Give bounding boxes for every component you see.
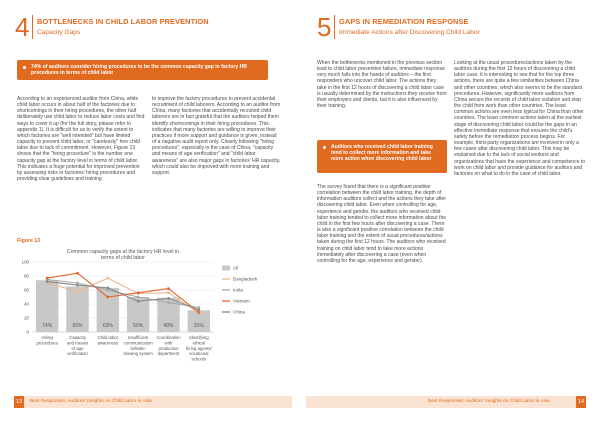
legend-label: Vietnam — [233, 298, 250, 304]
x-category-label: Child labor — [97, 335, 119, 340]
capacity-gaps-chart — [14, 248, 276, 380]
callout-text: 74% of auditors consider hiring procedures to be the common capacity gap in factory HR procedures in terms of child labor — [31, 63, 247, 76]
x-category-label: schools — [191, 356, 207, 362]
x-category-label: Coordination — [156, 335, 181, 340]
bullet-icon — [323, 146, 326, 149]
body-column-2 — [454, 60, 586, 177]
section-number: 4 — [15, 12, 30, 42]
y-tick-label: 100 — [21, 259, 29, 265]
section-subtitle: Capacity Gaps — [37, 29, 81, 36]
section-divider — [32, 15, 33, 39]
x-category-label: department — [157, 351, 180, 357]
x-category-label: ethical — [192, 340, 206, 346]
chart-title-line: Common capacity gaps at the factory HR level in — [66, 249, 180, 255]
body-paragraph: The survey found that there is a significant positive correlation between the child labor training, the depth of information auditors collect and the actions they take after discovering child labor. Even when controlling for age, experience and gender, the auditors who received child labor training tended to collect more information about the child in the first few hours after discovering a case. There is also a significant positive correlation between the child labor training and the extent of usual procedures/actions taken during the first 12 hours. The auditors who received training on child labor tend to take more actions immediately after discovering a case (even when controlling for the age, experience and gender). — [317, 184, 447, 264]
section-subtitle: Immediate Actions after Discovering Child Labor — [339, 29, 480, 36]
point-china — [76, 284, 79, 287]
y-tick-label: 20 — [24, 315, 29, 321]
x-category-label: Capacity — [69, 335, 86, 340]
point-china — [137, 300, 140, 303]
x-category-label: blowing system — [123, 351, 153, 357]
x-category-label: verification — [67, 351, 88, 357]
x-category-label: and means — [66, 340, 89, 346]
body-column-1-bottom — [317, 184, 447, 264]
key-finding-callout — [317, 140, 447, 173]
x-category-label: Identifying — [189, 335, 209, 340]
point-vietnam — [46, 277, 49, 280]
body-paragraph: to improve the factory procedures to prevent accidental recruitment of child laborers. According to an auditor from China, many factories that accidentally recruited child laborers are in fact grateful that the auditors helped them identify shortcomings in their hiring procedures. This indicates that many factories are willing to improve their practices if more support and guidance is given, instead of a negative audit report only. Closely following "hiring procedures", especially in the case of China, "capacity and means of age verification" and "child labor awareness" are also major gaps in factories' HR capacity, which could also be improved with more training and support. — [152, 96, 281, 176]
point-china — [197, 308, 200, 311]
bar-value-label: 65% — [72, 323, 83, 329]
point-vietnam — [197, 311, 200, 314]
point-india — [137, 296, 140, 299]
section-number: 5 — [317, 12, 332, 42]
x-category-label: Insufficient — [127, 335, 149, 340]
footer-text: Best Responses: Auditors' Insights on Child Labor in Asia — [428, 399, 550, 404]
point-vietnam — [76, 272, 79, 275]
point-bangladesh — [76, 290, 79, 293]
point-india — [167, 301, 170, 304]
body-column-1 — [17, 96, 145, 182]
x-category-label: with — [164, 340, 173, 346]
bar-value-label: 50% — [133, 323, 144, 329]
bar-value-label: 49% — [163, 323, 174, 329]
y-tick-label: 0 — [26, 329, 29, 335]
x-category-label: /whistle- — [130, 345, 147, 351]
body-column-1-top — [317, 60, 447, 109]
point-vietnam — [167, 287, 170, 290]
legend-label: Bangladesh — [233, 276, 258, 282]
legend-label: India — [233, 287, 243, 293]
y-tick-label: 60 — [24, 287, 29, 293]
footer-text: Best Responses: Auditors' Insights on Child Labor in Asia — [30, 399, 152, 404]
section-title: BOTTLENECKS IN CHILD LABOR PREVENTION — [37, 17, 209, 26]
point-bangladesh — [106, 277, 109, 280]
y-tick-label: 80 — [24, 273, 29, 279]
section-divider — [334, 15, 335, 39]
chart-title-line: terms of child labor — [101, 255, 145, 261]
x-category-label: hiring agents/ — [185, 345, 212, 351]
bar-value-label: 63% — [102, 323, 113, 329]
x-category-label: of age — [71, 345, 84, 351]
body-paragraph: According to an experienced auditor from China, while child labor occurs in about half of the factories due to shortcomings in their hiring procedures, the other half deliberately use child labor to reduce labor costs and find ways to cover it up (for the full story, please refer to appendix 1). It is difficult for us to verify the extent to which factories are "well intended" but have limited capacity to prevent child labor, or "carelessly" hire child labor due to lack of commitment. However, Figure 13 shows that the "hiring procedure" is the number one capacity gap at the factory level in terms of child labor. This indicates a huge potential for improved prevention by assessing risks in factories' hiring procedures and providing clear guidelines and training — [17, 96, 145, 183]
x-category-label: procedures — [36, 340, 58, 346]
legend-label: China — [233, 309, 246, 315]
point-vietnam — [137, 291, 140, 294]
x-category-label: communication — [123, 340, 153, 346]
key-finding-callout — [17, 60, 268, 80]
y-tick-label: 40 — [24, 301, 29, 307]
bar-value-label: 74% — [42, 323, 53, 329]
point-china — [167, 297, 170, 300]
bar-value-label: 31% — [193, 323, 204, 329]
bullet-icon — [23, 66, 26, 69]
section-title: GAPS IN REMEDIATION RESPONSE — [339, 17, 469, 26]
body-paragraph: When the bottlenecks mentioned in the previous section lead to child labor prevention failure, immediate response very much falls into the hands of auditors – the first responders who uncover child labor. The actions they take in the first 12 hours of discovering a child labor case is usually determined by the instructions they receive from their employers and clients, but it is also influenced by their training. — [317, 60, 447, 110]
point-china — [46, 280, 49, 283]
page-number: 13 — [14, 396, 24, 408]
figure-label: Figure 13 — [17, 238, 41, 244]
point-bangladesh — [167, 291, 170, 294]
legend-label: All — [233, 265, 239, 271]
x-category-label: awareness — [97, 340, 119, 346]
body-column-2 — [152, 96, 282, 176]
callout-text: Auditors who received child labor training tend to collect more information and take more action when discovering child labor — [331, 143, 433, 163]
x-category-label: production — [158, 345, 179, 351]
x-category-label: vocational — [189, 351, 209, 357]
page-number: 14 — [576, 396, 586, 408]
point-china — [106, 287, 109, 290]
point-vietnam — [106, 296, 109, 299]
legend-swatch — [222, 266, 230, 271]
x-category-label: Hiring — [41, 335, 53, 340]
body-paragraph: Looking at the usual procedures/actions taken by the auditors during the first 12 hours of discovering a child labor case, it is interesting to see that for the top three actions, there are quite a few similarities between China and other countries, which also seems to be the standard procedures. However, significantly more auditors from China secure the records of child labor violation and stop the child from work than other countries. The least common actions are even less typical for China than other countries. The least common actions taken at the earliest stage of discovering child labor could be the gaps in an effective immediate response that ensures the child's safety before the remediation process begins. For example, third-party organizations are involved in only a few cases after discovering child labor. This may be explained due to the lack of social workers and organizations that have the experience and competence to work on child labor and provide guidance for auditors and factories on what to do in the case of child labor. — [454, 60, 586, 177]
